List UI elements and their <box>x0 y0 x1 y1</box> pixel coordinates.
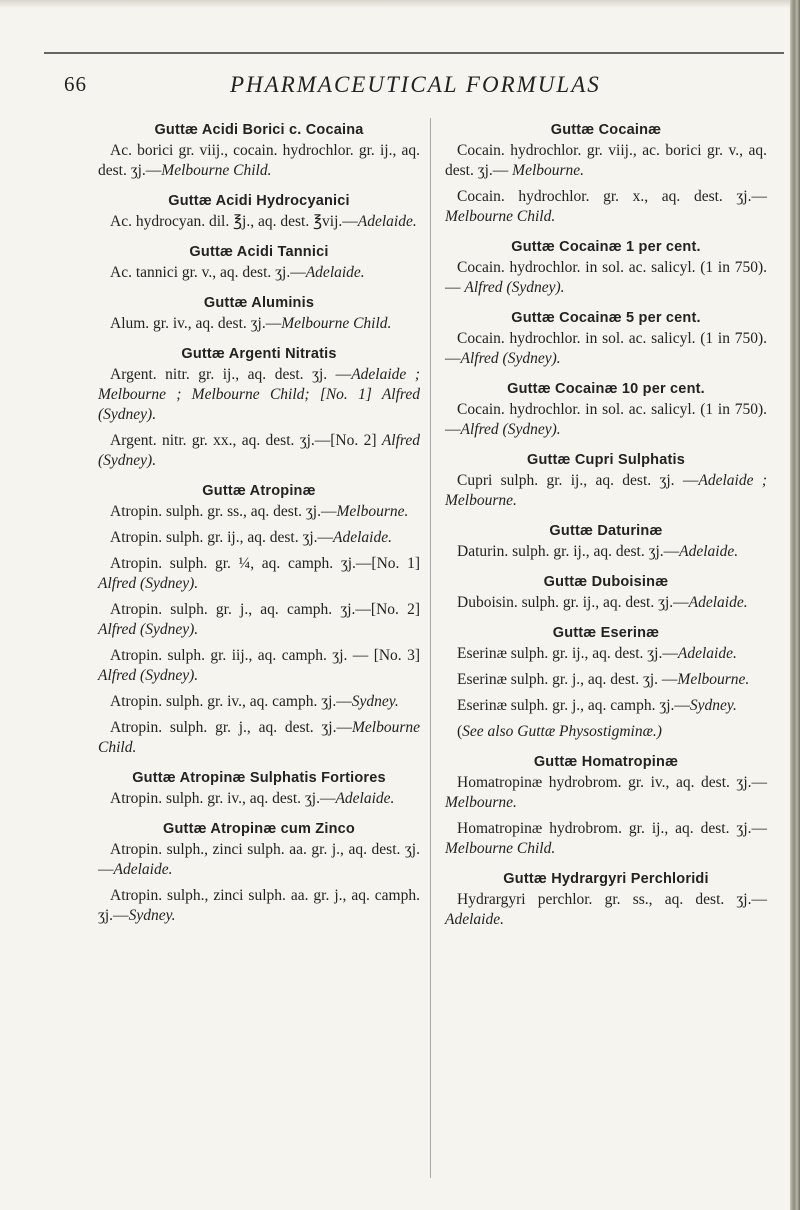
formula-source: Alfred (Sydney). <box>460 421 561 438</box>
formula-source: Melbourne. <box>677 671 750 688</box>
section-title: Guttæ Cocainæ <box>550 122 662 138</box>
formula-text: Cocain. hydrochlor. in sol. ac. salicyl. (1 in 750).— <box>445 401 767 438</box>
formula-text: Daturin. sulph. gr. ij., aq. dest. ʒj.— <box>457 543 680 560</box>
formula-source: Melbourne Child. <box>281 315 392 332</box>
section-title: Guttæ Cocainæ 10 per cent. <box>507 381 705 397</box>
formula-source: Sydney. <box>689 697 737 714</box>
column-divider <box>430 118 431 1178</box>
section-title: Guttæ Atropinæ <box>202 483 316 499</box>
formula-source: Adelaide ; Melbourne ; Melbourne Child; [No. 1] Alfred (Sydney). <box>98 366 420 423</box>
formula-entry <box>98 554 420 594</box>
formula-entry <box>445 542 767 562</box>
formula-source: Alfred (Sydney). <box>464 279 565 296</box>
formula-entry <box>445 644 767 664</box>
formula-text: Atropin. sulph. gr. j., aq. dest. ʒj.— <box>110 719 352 736</box>
section-title: Guttæ Atropinæ Sulphatis Fortiores <box>132 770 386 786</box>
formula-source: Adelaide. <box>305 264 365 281</box>
formula-entry <box>445 773 767 813</box>
formula-text: Eserinæ sulph. gr. j., aq. camph. ʒj.— <box>457 697 690 714</box>
formula-source: Melbourne Child. <box>98 719 420 756</box>
header-rule <box>44 52 784 54</box>
formula-text: Eserinæ sulph. gr. j., aq. dest. ʒj. — <box>457 671 678 688</box>
formula-section <box>445 871 767 930</box>
formula-text: Atropin. sulph. gr. ¼, aq. camph. ʒj.—[No. 1] <box>110 555 420 572</box>
formula-source: Adelaide. <box>113 861 173 878</box>
section-title: Guttæ Cupri Sulphatis <box>526 452 686 468</box>
left-column <box>98 110 420 932</box>
formula-text: Atropin. sulph., zinci sulph. aa. gr. j., aq. camph. ʒj.— <box>98 887 420 924</box>
formula-entry <box>445 471 767 511</box>
formula-section <box>445 574 767 613</box>
formula-section <box>98 346 420 471</box>
formula-text: Cocain. hydrochlor. gr. viij., ac. borici gr. v., aq. dest. ʒj.— <box>445 142 767 179</box>
formula-section <box>98 244 420 283</box>
formula-source: Adelaide. <box>357 213 417 230</box>
formula-text: Cocain. hydrochlor. gr. x., aq. dest. ʒj.— <box>457 188 767 205</box>
formula-section <box>445 754 767 859</box>
formula-text: Homatropinæ hydrobrom. gr. iv., aq. dest. ʒj.— <box>457 774 767 791</box>
section-title: Guttæ Atropinæ cum Zinco <box>163 821 355 837</box>
formula-entry <box>98 840 420 880</box>
formula-entry <box>445 670 767 690</box>
formula-entry <box>445 258 767 298</box>
formula-entry <box>98 263 420 283</box>
running-title: PHARMACEUTICAL FORMULAS <box>230 72 601 97</box>
formula-text: Ac. tannici gr. v., aq. dest. ʒj.— <box>110 264 306 281</box>
formula-source: Melbourne Child. <box>161 162 272 179</box>
right-column <box>445 110 767 936</box>
formula-entry <box>445 141 767 181</box>
section-title: Guttæ Cocainæ 5 per cent. <box>511 310 701 326</box>
formula-section <box>445 625 767 742</box>
formula-entry <box>445 819 767 859</box>
formula-entry <box>98 141 420 181</box>
formula-section <box>445 310 767 369</box>
formula-text: Homatropinæ hydrobrom. gr. ij., aq. dest. ʒj.— <box>457 820 767 837</box>
formula-section <box>445 452 767 511</box>
formula-entry <box>98 646 420 686</box>
formula-section <box>445 523 767 562</box>
formula-text: Atropin. sulph. gr. iv., aq. camph. ʒj.— <box>110 693 352 710</box>
section-title: Guttæ Cocainæ 1 per cent. <box>511 239 701 255</box>
formula-source: Alfred (Sydney). <box>98 432 420 469</box>
formula-entry <box>98 886 420 926</box>
section-title: Guttæ Acidi Tannici <box>189 244 329 260</box>
formula-source: Adelaide. <box>445 911 504 928</box>
formula-source: Melbourne. <box>512 162 585 179</box>
formula-section <box>98 770 420 809</box>
formula-text: Ac. borici gr. viij., cocain. hydrochlor. gr. ij., aq. dest. ʒj.— <box>98 142 420 179</box>
formula-entry <box>98 789 420 809</box>
page-header <box>0 72 790 106</box>
formula-text: Ac. hydrocyan. dil. ℥j., aq. dest. ℥vij.— <box>110 213 358 230</box>
book-spine-edge <box>790 0 800 1210</box>
formula-entry <box>445 696 767 716</box>
formula-section <box>98 483 420 758</box>
formula-text: Cocain. hydrochlor. in sol. ac. salicyl. (1 in 750).— <box>445 330 767 367</box>
formula-entry <box>98 502 420 522</box>
formula-text: Duboisin. sulph. gr. ij., aq. dest. ʒj.— <box>457 594 689 611</box>
formula-text: Atropin. sulph. gr. j., aq. camph. ʒj.—[No. 2] <box>110 601 420 618</box>
formula-entry <box>98 718 420 758</box>
formula-section <box>98 295 420 334</box>
formula-text: Cocain. hydrochlor. in sol. ac. salicyl. (1 in 750). — <box>445 259 767 296</box>
formula-text: Atropin. sulph., zinci sulph. aa. gr. j., aq. dest. ʒj.— <box>98 841 420 878</box>
section-title: Guttæ Duboisinæ <box>543 574 669 590</box>
formula-text: Atropin. sulph. gr. ij., aq. dest. ʒj.— <box>110 529 334 546</box>
section-title: Guttæ Argenti Nitratis <box>181 346 337 362</box>
formula-entry <box>98 528 420 548</box>
section-title: Guttæ Eserinæ <box>552 625 660 641</box>
formula-source: Adelaide. <box>679 543 739 560</box>
page-top-edge <box>0 0 790 8</box>
formula-text: Hydrargyri perchlor. gr. ss., aq. dest. ʒj.— <box>457 891 767 908</box>
section-title: Guttæ Homatropinæ <box>533 754 679 770</box>
formula-source: Adelaide. <box>688 594 748 611</box>
formula-source: Melbourne Child. <box>445 208 556 225</box>
formula-source: Alfred (Sydney). <box>98 621 199 638</box>
formula-text: Alum. gr. iv., aq. dest. ʒj.— <box>110 315 282 332</box>
formula-entry <box>98 212 420 232</box>
formula-entry <box>445 890 767 930</box>
formula-entry <box>445 187 767 227</box>
formula-entry <box>445 400 767 440</box>
formula-entry <box>98 431 420 471</box>
formula-text: Atropin. sulph. gr. iv., aq. dest. ʒj.— <box>110 790 336 807</box>
section-title: Guttæ Aluminis <box>203 295 315 311</box>
formula-source: Alfred (Sydney). <box>98 667 199 684</box>
page-number: 66 <box>64 72 87 96</box>
formula-text: Argent. nitr. gr. ij., aq. dest. ʒj. — <box>110 366 352 383</box>
formula-source: Adelaide. <box>333 529 392 546</box>
formula-source: Alfred (Sydney). <box>460 350 561 367</box>
formula-section <box>98 193 420 232</box>
formula-section <box>445 381 767 440</box>
formula-text: Cupri sulph. gr. ij., aq. dest. ʒj. — <box>457 472 699 489</box>
formula-section <box>98 821 420 926</box>
formula-entry <box>445 329 767 369</box>
section-title: Guttæ Acidi Borici c. Cocaina <box>154 122 364 138</box>
formula-section <box>445 122 767 227</box>
formula-entry <box>98 365 420 425</box>
formula-source: See also Guttæ Physostigminæ.) <box>462 723 662 740</box>
formula-source: Sydney. <box>128 907 176 924</box>
section-title: Guttæ Acidi Hydrocyanici <box>168 193 350 209</box>
formula-section <box>445 239 767 298</box>
formula-entry <box>445 593 767 613</box>
formula-entry <box>98 314 420 334</box>
formula-source: Adelaide ; Melbourne. <box>445 472 767 509</box>
formula-entry <box>98 600 420 640</box>
section-title: Guttæ Hydrargyri Perchloridi <box>503 871 709 887</box>
formula-source: Melbourne Child. <box>445 840 556 857</box>
formula-text: Atropin. sulph. gr. ss., aq. dest. ʒj.— <box>110 503 337 520</box>
formula-text: Atropin. sulph. gr. iij., aq. camph. ʒj. — [No. 3] <box>110 647 420 664</box>
formula-source: Adelaide. <box>335 790 395 807</box>
section-title: Guttæ Daturinæ <box>549 523 663 539</box>
formula-entry <box>445 722 767 742</box>
formula-text: Argent. nitr. gr. xx., aq. dest. ʒj.—[No. 2] <box>110 432 382 449</box>
formula-text: Eserinæ sulph. gr. ij., aq. dest. ʒj.— <box>457 645 678 662</box>
formula-source: Melbourne. <box>445 794 517 811</box>
formula-text: ( <box>457 723 463 740</box>
formula-entry <box>98 692 420 712</box>
formula-source: Melbourne. <box>336 503 409 520</box>
formula-source: Sydney. <box>351 693 399 710</box>
formula-section <box>98 122 420 181</box>
formula-source: Alfred (Sydney). <box>98 575 199 592</box>
formula-source: Adelaide. <box>677 645 737 662</box>
